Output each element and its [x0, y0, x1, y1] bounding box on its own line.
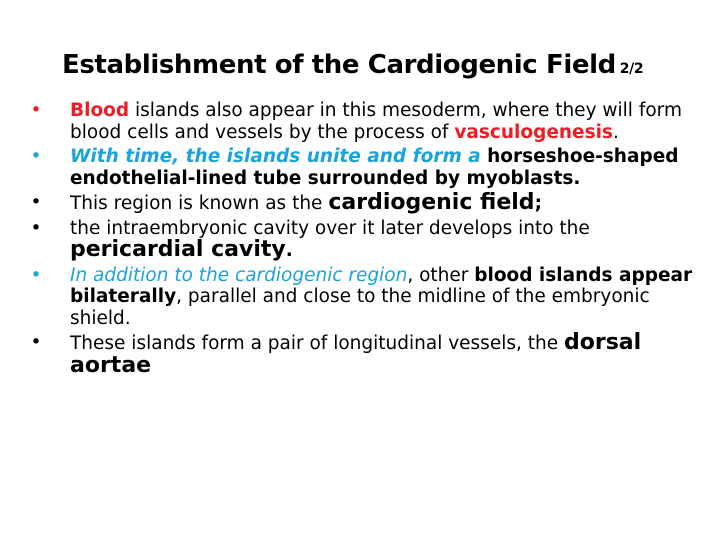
bullet-1-keyword-vasculogenesis: vasculogenesis — [454, 121, 613, 143]
bullet-icon: • — [30, 217, 42, 239]
bullet-2-text: horseshoe-shaped endothelial-lined tube surrounded by myoblasts. — [70, 146, 679, 189]
bullet-3-text: This region is known as the — [70, 193, 329, 214]
bullet-2-highlight: With time, the islands unite and form a — [70, 146, 481, 167]
bullet-item-pericardial-cavity — [26, 218, 716, 262]
bullet-icon: • — [30, 332, 42, 353]
bullet-1-period: . — [612, 121, 619, 143]
bullet-item-blood-islands — [26, 100, 716, 143]
bullet-4-period: . — [285, 240, 293, 261]
slide-title — [62, 50, 643, 80]
bullet-1-keyword-blood: Blood — [70, 100, 130, 121]
bullet-item-bilateral-blood-islands — [26, 265, 716, 330]
bullet-item-dorsal-aortae — [26, 332, 716, 377]
slide-title-page-indicator: 2/2 — [619, 61, 644, 77]
bullet-4-keyword-pericardial-cavity: pericardial cavity — [70, 237, 286, 262]
bullet-4-text: the intraembryonic cavity over it later develops into the — [70, 217, 590, 239]
bullet-5-text-a: , other — [407, 264, 475, 286]
bullet-icon: • — [30, 100, 42, 121]
bullet-icon: • — [30, 192, 42, 213]
bullet-5-text-b: , parallel and close to the midline of the embryonic shield. — [70, 286, 650, 329]
bullet-icon: • — [30, 264, 42, 286]
bullet-5-highlight: In addition to the cardiogenic region — [70, 264, 408, 286]
bullet-6-text: These islands form a pair of longitudinal vessels, the — [70, 333, 564, 354]
bullet-6-keyword-dorsal-aortae: dorsal aortae — [70, 330, 642, 378]
bullet-item-islands-unite — [26, 146, 716, 189]
bullet-list — [26, 100, 716, 380]
bullet-3-semicolon: ; — [534, 193, 542, 214]
slide-title-text: Establishment of the Cardiogenic Field — [62, 50, 616, 80]
bullet-1-text: islands also appear in this mesoderm, where they will form blood cells and vessels by the process of — [70, 100, 682, 143]
bullet-3-keyword-cardiogenic-field: cardiogenic field — [328, 190, 535, 215]
bullet-item-cardiogenic-field — [26, 192, 716, 215]
bullet-icon: • — [30, 146, 42, 167]
bullet-5-keyword-blood-islands: blood islands appear bilaterally — [70, 264, 693, 307]
